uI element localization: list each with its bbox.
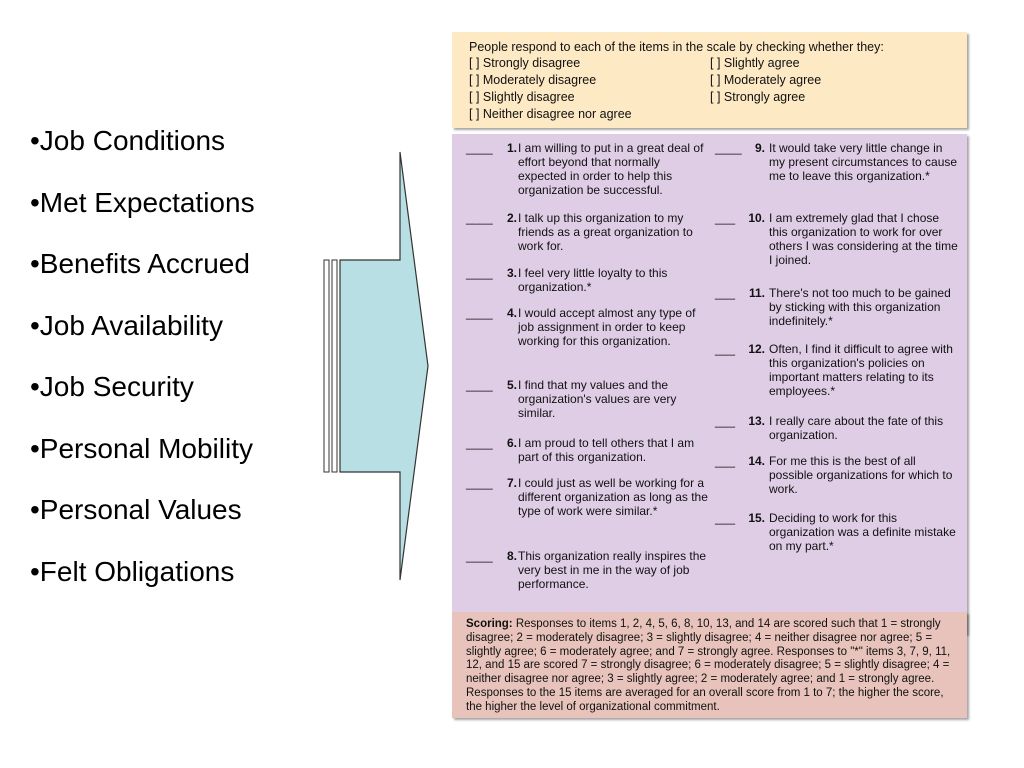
item-number: 7. bbox=[506, 476, 517, 490]
item-text: I could just as well be working for a different organization as long as the type of work were similar.* bbox=[518, 476, 708, 518]
scale-option: [ ] Slightly agree bbox=[710, 56, 800, 70]
answer-blank: ____ bbox=[466, 266, 493, 280]
bullet-item: •Job Security bbox=[30, 371, 194, 402]
response-scale-box bbox=[452, 32, 967, 128]
bullet-item: •Benefits Accrued bbox=[30, 248, 250, 279]
item-text: I would accept almost any type of job assignment in order to keep working for this organization. bbox=[518, 306, 696, 348]
answer-blank: ___ bbox=[715, 342, 736, 356]
item-text: I am extremely glad that I chose this organization to work for over others I was considering at the time I joined. bbox=[769, 211, 958, 267]
answer-blank: ____ bbox=[466, 141, 493, 155]
item-number: 2. bbox=[506, 211, 517, 225]
scale-option: [ ] Moderately disagree bbox=[469, 73, 597, 87]
item-number: 10. bbox=[748, 211, 765, 225]
bullet-item: •Job Availability bbox=[30, 309, 223, 341]
item-text: For me this is the best of all possible organizations for which to work. bbox=[769, 454, 953, 496]
scale-option: [ ] Moderately agree bbox=[710, 73, 822, 87]
answer-blank: ____ bbox=[466, 211, 493, 225]
scoring-label: Scoring: bbox=[466, 618, 513, 630]
right-arrow-icon bbox=[322, 150, 432, 590]
bullet-item: •Job Conditions bbox=[30, 125, 226, 156]
answer-blank: ___ bbox=[715, 454, 736, 468]
answer-blank: ____ bbox=[715, 141, 742, 155]
item-text: This organization really inspires the very best in me in the way of job performance. bbox=[518, 549, 707, 591]
scale-option: [ ] Slightly disagree bbox=[469, 90, 575, 104]
bullet-item: •Felt Obligations bbox=[30, 555, 235, 587]
scoring-text bbox=[466, 618, 958, 715]
answer-blank: ___ bbox=[715, 414, 736, 428]
answer-blank: ____ bbox=[466, 549, 493, 563]
bullet-item: •Personal Values bbox=[30, 494, 242, 525]
item-text: Deciding to work for this organization was a definite mistake on my part.* bbox=[769, 511, 956, 553]
item-number: 1. bbox=[506, 141, 517, 155]
answer-blank: ____ bbox=[466, 306, 493, 320]
answer-blank: ____ bbox=[466, 476, 493, 490]
item-text: There's not too much to be gained by sticking with this organization indefinitely.* bbox=[769, 286, 951, 328]
item-number: 3. bbox=[506, 266, 517, 280]
commitment-factors-list bbox=[30, 126, 255, 618]
item-number: 15. bbox=[748, 511, 765, 525]
answer-blank: ____ bbox=[466, 378, 493, 392]
bullet-item: •Met Expectations bbox=[30, 186, 255, 218]
item-text: I talk up this organization to my friends as a great organization to work for. bbox=[518, 211, 693, 253]
scoring-box bbox=[452, 612, 967, 718]
item-text: It would take very little change in my present circumstances to cause me to leave this organization.* bbox=[769, 141, 958, 183]
scale-intro: People respond to each of the items in the scale by checking whether they: bbox=[469, 40, 884, 54]
answer-blank: ___ bbox=[715, 286, 736, 300]
item-text: I really care about the fate of this organization. bbox=[769, 414, 944, 442]
scale-option: [ ] Neither disagree nor agree bbox=[469, 107, 632, 121]
item-text: I find that my values and the organization's values are very similar. bbox=[518, 378, 677, 420]
scale-items-box bbox=[452, 134, 967, 634]
scale-option: [ ] Strongly agree bbox=[710, 90, 806, 104]
item-number: 14. bbox=[748, 454, 765, 468]
answer-blank: ____ bbox=[466, 436, 493, 450]
item-text: I am willing to put in a great deal of effort beyond that normally expected in order to help this organization be successful. bbox=[518, 141, 704, 197]
item-number: 11. bbox=[748, 286, 765, 300]
item-number: 8. bbox=[506, 549, 517, 563]
item-text: I am proud to tell others that I am part of this organization. bbox=[518, 436, 695, 464]
item-number: 9. bbox=[754, 141, 765, 155]
item-text: Often, I find it difficult to agree with this organization's policies on important matters relating to its employees.* bbox=[769, 342, 953, 398]
item-number: 5. bbox=[506, 378, 517, 392]
item-number: 6. bbox=[506, 436, 517, 450]
item-number: 4. bbox=[506, 306, 517, 320]
scoring-body: Responses to items 1, 2, 4, 5, 6, 8, 10, 13, and 14 are scored such that 1 = strongly disagree; 2 = moderately disagree; 3 = slightly disagree; 4 = neither disagree nor agree; 5 = slightly agree; 6 = moderately agree; and 7 = strongly agree. Responses to "*" items 3, 7, 9, 11, 12, and 15 are scored 7 = strongly disagree; 6 = moderately disagree; 5 = slightly disagree; 4 = neither disagree nor agree; 3 = slightly agree; 2 = moderately agree; and 1 = strongly agree. Responses to the 15 items are averaged for an overall score from 1 to 7; the higher the score, the higher the level of organizational commitment. bbox=[466, 618, 951, 713]
answer-blank: ___ bbox=[715, 511, 736, 525]
answer-blank: ___ bbox=[715, 211, 736, 225]
item-number: 12. bbox=[748, 342, 765, 356]
item-number: 13. bbox=[748, 414, 765, 428]
bullet-item: •Personal Mobility bbox=[30, 432, 254, 464]
item-text: I feel very little loyalty to this organization.* bbox=[518, 266, 668, 294]
scale-option: [ ] Strongly disagree bbox=[469, 56, 581, 70]
